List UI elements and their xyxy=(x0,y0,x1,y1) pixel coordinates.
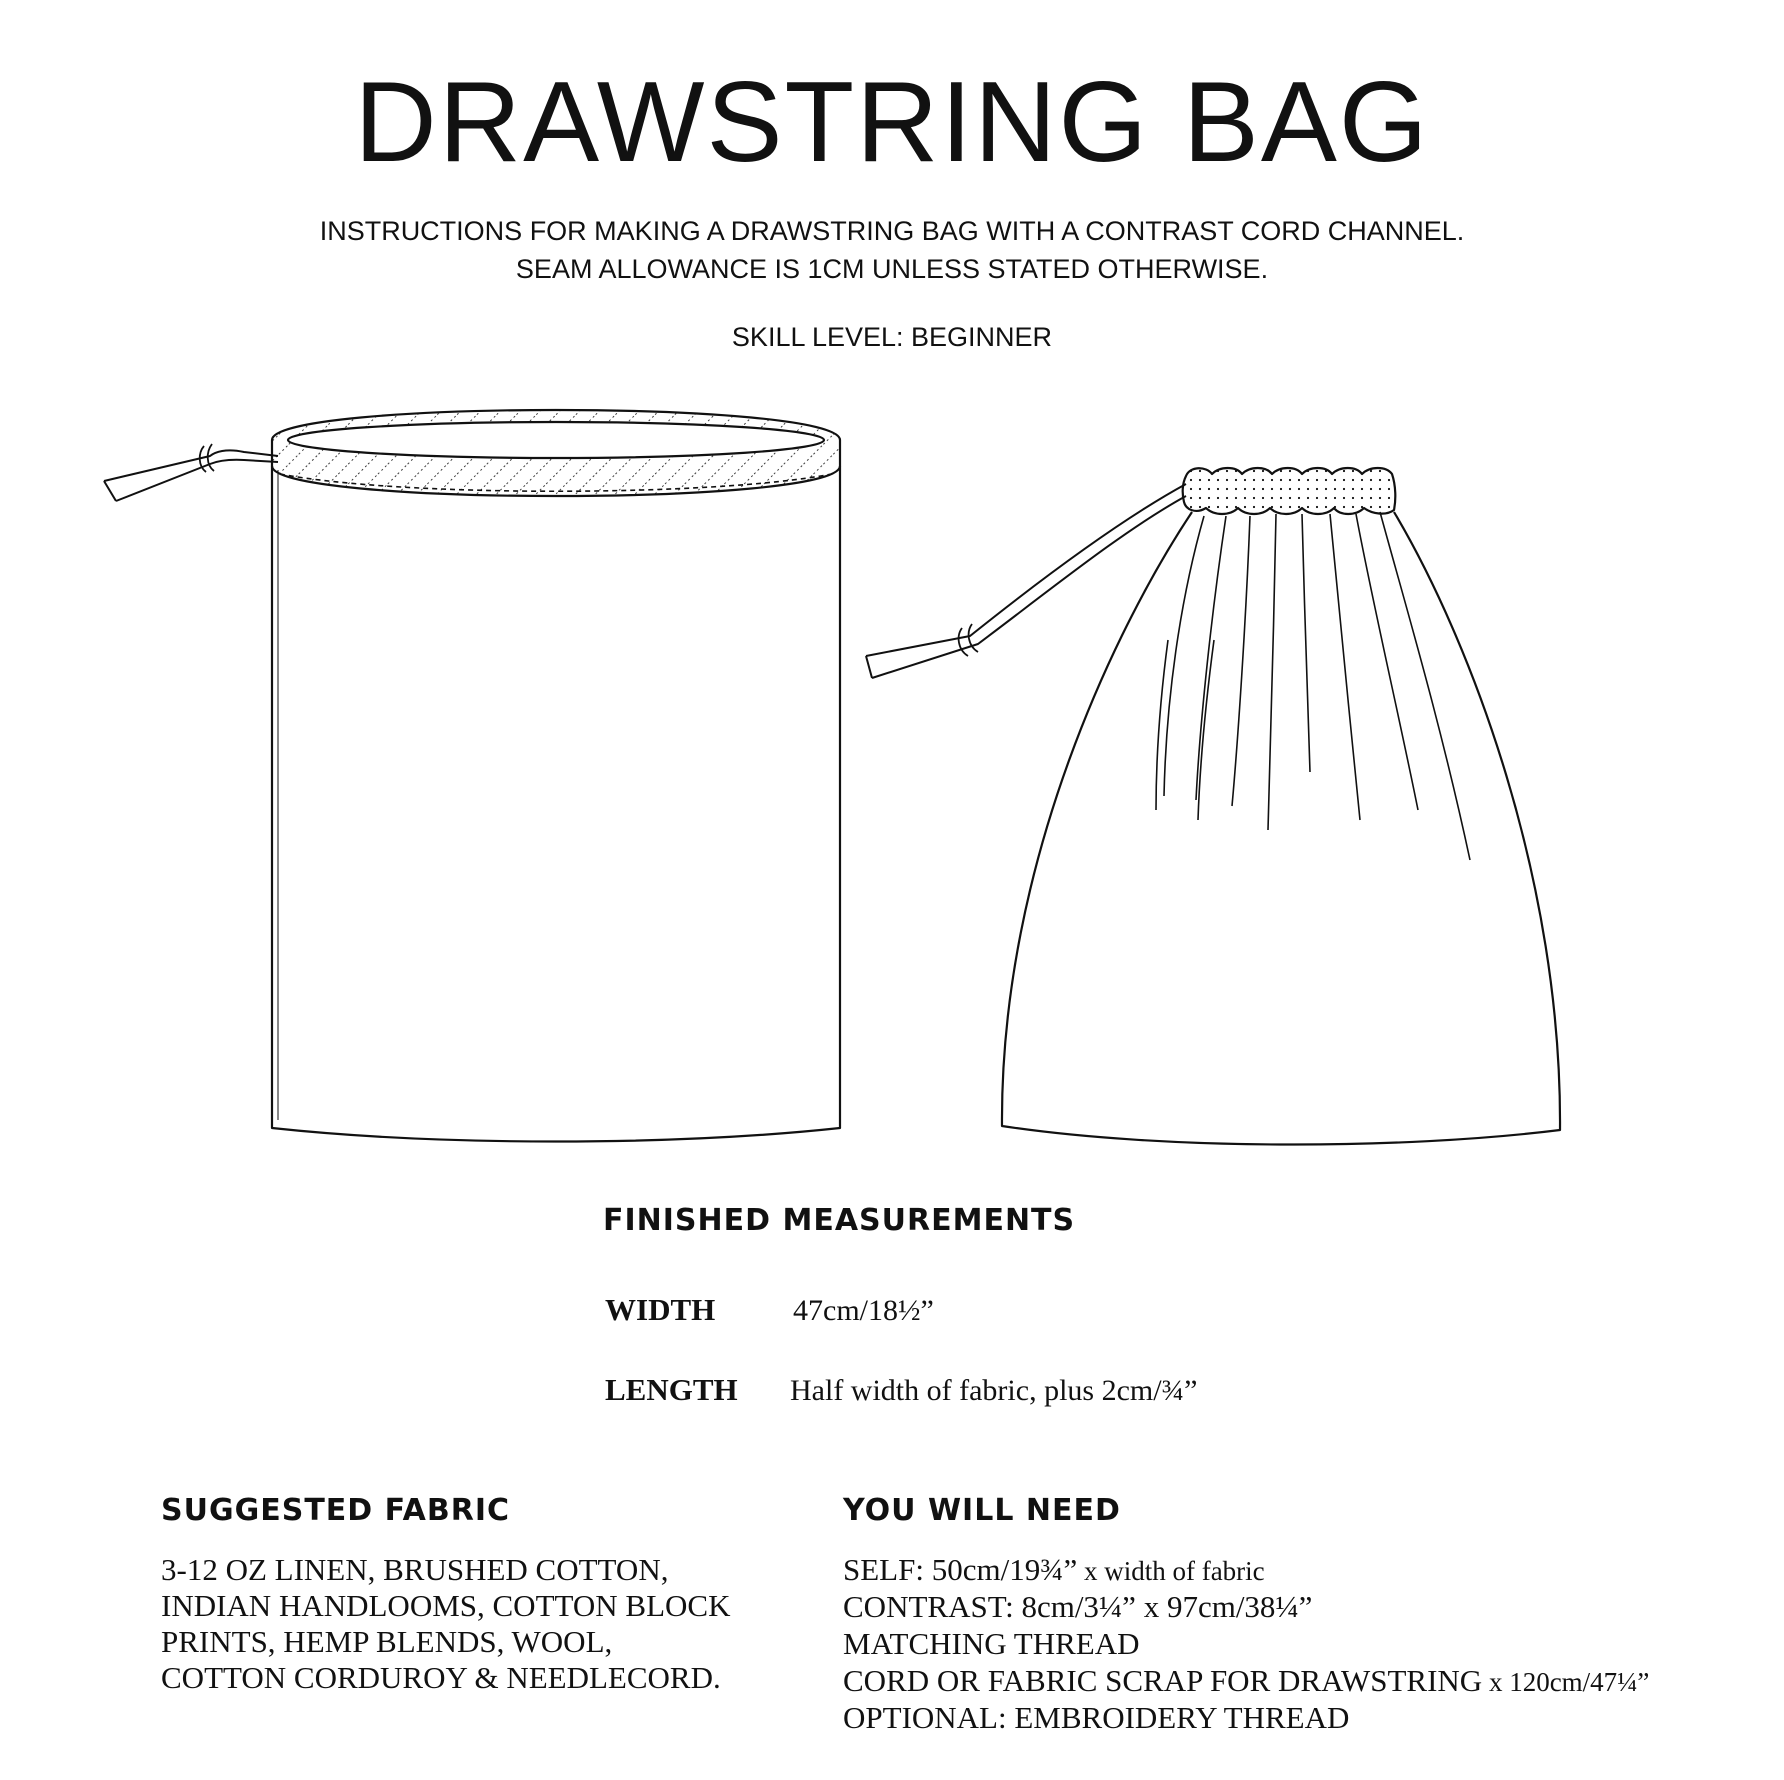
need-item xyxy=(843,1589,1649,1626)
need-item-main: MATCHING THREAD xyxy=(843,1626,1140,1661)
measurement-label-width: WIDTH xyxy=(605,1292,716,1327)
bag-body xyxy=(272,466,840,1142)
intro-line-2: SEAM ALLOWANCE IS 1CM UNLESS STATED OTHERWISE. xyxy=(515,254,1269,284)
fabric-line: 3-12 OZ LINEN, BRUSHED COTTON, xyxy=(161,1552,669,1587)
bag-illustrations xyxy=(0,380,1784,1180)
need-item xyxy=(843,1626,1649,1663)
need-item xyxy=(843,1700,1649,1737)
need-item-main: CONTRAST: 8cm/3¼” x 97cm/38¼” xyxy=(843,1589,1313,1624)
closed-bag-illustration xyxy=(866,468,1560,1145)
page-title: DRAWSTRING BAG xyxy=(354,59,1430,186)
need-item xyxy=(843,1663,1649,1700)
skill-level: SKILL LEVEL: BEGINNER xyxy=(731,322,1053,352)
suggested-fabric-heading: SUGGESTED FABRIC xyxy=(161,1493,511,1528)
need-item xyxy=(843,1552,1649,1589)
drawstring-left xyxy=(104,444,278,501)
you-will-need-heading: YOU WILL NEED xyxy=(843,1493,1121,1528)
need-item-detail: x 120cm/47¼” xyxy=(1482,1667,1650,1697)
finished-measurements-heading: FINISHED MEASUREMENTS xyxy=(603,1203,1076,1238)
fabric-line: COTTON CORDUROY & NEEDLECORD. xyxy=(161,1660,721,1695)
gathered-casing xyxy=(1183,468,1396,514)
need-item-detail: x width of fabric xyxy=(1077,1556,1265,1586)
fabric-line: INDIAN HANDLOOMS, COTTON BLOCK xyxy=(161,1588,731,1623)
need-item-main: CORD OR FABRIC SCRAP FOR DRAWSTRING xyxy=(843,1663,1483,1698)
fabric-line: PRINTS, HEMP BLENDS, WOOL, xyxy=(161,1624,613,1659)
suggested-fabric-list xyxy=(161,1552,730,1696)
measurement-value-length: Half width of fabric, plus 2cm/¾” xyxy=(790,1374,1198,1407)
measurement-label-length: LENGTH xyxy=(605,1372,738,1407)
bag-body-closed xyxy=(1002,512,1560,1145)
intro-text xyxy=(0,212,1784,288)
drawstring-right xyxy=(866,484,1186,678)
need-item-main: SELF: 50cm/19¾” xyxy=(843,1552,1078,1587)
measurement-value-width: 47cm/18½” xyxy=(793,1294,934,1327)
intro-line-1: INSTRUCTIONS FOR MAKING A DRAWSTRING BAG WITH A CONTRAST CORD CHANNEL. xyxy=(319,216,1465,246)
contrast-cord-channel xyxy=(272,410,840,496)
you-will-need-list xyxy=(843,1552,1649,1737)
open-bag-illustration xyxy=(104,410,840,1142)
need-item-main: OPTIONAL: EMBROIDERY THREAD xyxy=(843,1700,1350,1735)
